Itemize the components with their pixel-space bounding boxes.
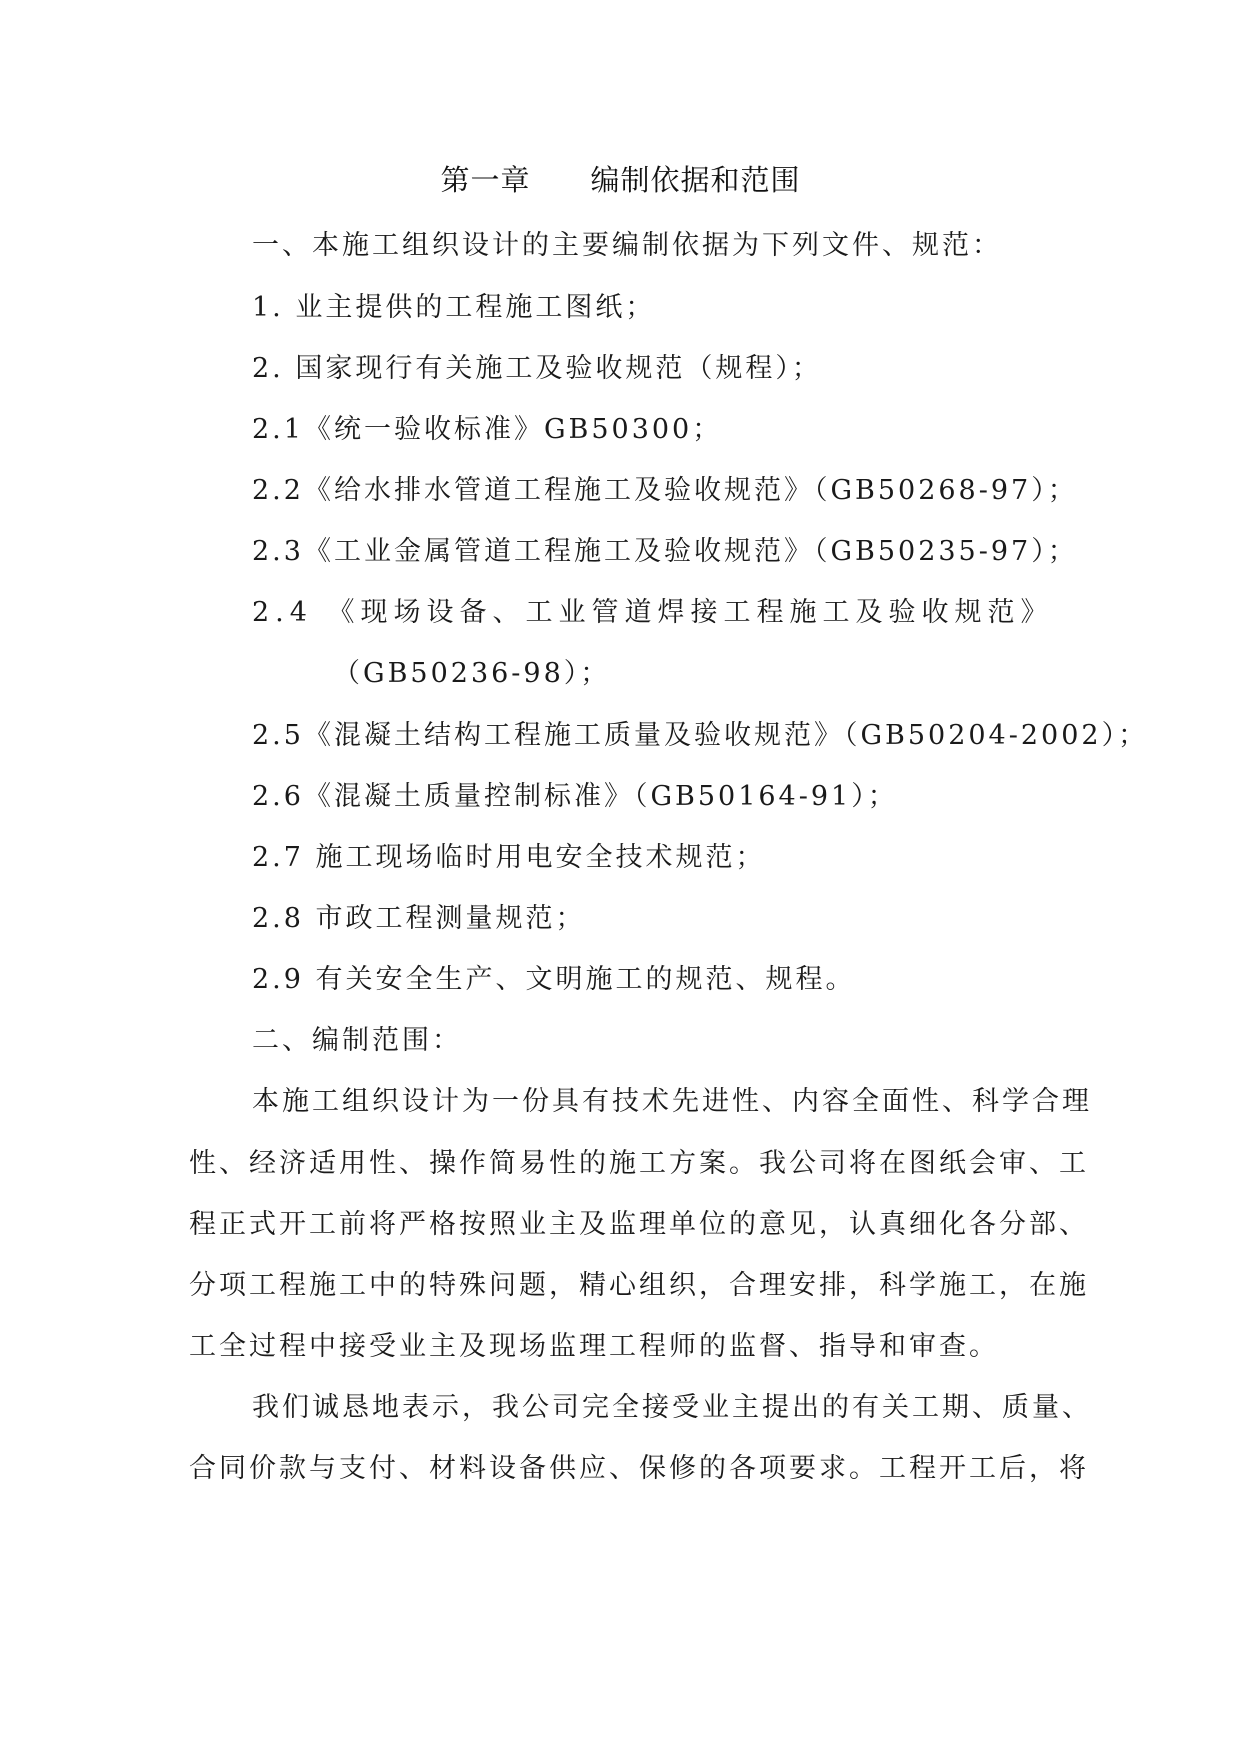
list-item: 2.7 施工现场临时用电安全技术规范；	[252, 842, 766, 873]
paragraph-line: 程正式开工前将严格按照业主及监理单位的意见，认真细化各分部、	[189, 1209, 1089, 1240]
list-item: 1. 业主提供的工程施工图纸；	[252, 292, 656, 323]
list-item: 2. 国家现行有关施工及验收规范（规程）；	[252, 353, 822, 384]
paragraph-line: 本施工组织设计为一份具有技术先进性、内容全面性、科学合理	[252, 1086, 1092, 1117]
paragraph-line: 合同价款与支付、材料设备供应、保修的各项要求。工程开工后，将	[189, 1453, 1089, 1484]
list-item: 2.2《给水排水管道工程施工及验收规范》（GB50268-97）；	[252, 475, 1078, 506]
list-item: 2.9 有关安全生产、文明施工的规范、规程。	[252, 964, 856, 995]
section-2-heading: 二、编制范围：	[252, 1025, 462, 1056]
paragraph-line: 分项工程施工中的特殊问题，精心组织，合理安排，科学施工，在施	[189, 1270, 1089, 1301]
paragraph-line: 工全过程中接受业主及现场监理工程师的监督、指导和审查。	[189, 1331, 999, 1362]
section-1-heading: 一、本施工组织设计的主要编制依据为下列文件、规范：	[252, 230, 1002, 261]
list-item: 2.5《混凝土结构工程施工质量及验收规范》（GB50204-2002）；	[252, 720, 1149, 751]
list-item-continuation: （GB50236-98）；	[333, 658, 611, 689]
paragraph-line: 我们诚恳地表示，我公司完全接受业主提出的有关工期、质量、	[252, 1392, 1092, 1423]
list-item: 2.1《统一验收标准》GB50300；	[252, 414, 723, 445]
list-item: 2.6《混凝土质量控制标准》（GB50164-91）；	[252, 781, 898, 812]
list-item: 2.8 市政工程测量规范；	[252, 903, 586, 934]
list-item: 2.4 《现场设备、工业管道焊接工程施工及验收规范》	[252, 597, 1054, 628]
paragraph-line: 性、经济适用性、操作简易性的施工方案。我公司将在图纸会审、工	[189, 1148, 1089, 1179]
list-item: 2.3《工业金属管道工程施工及验收规范》（GB50235-97）；	[252, 536, 1078, 567]
chapter-title: 第一章 编制依据和范围	[440, 163, 801, 197]
